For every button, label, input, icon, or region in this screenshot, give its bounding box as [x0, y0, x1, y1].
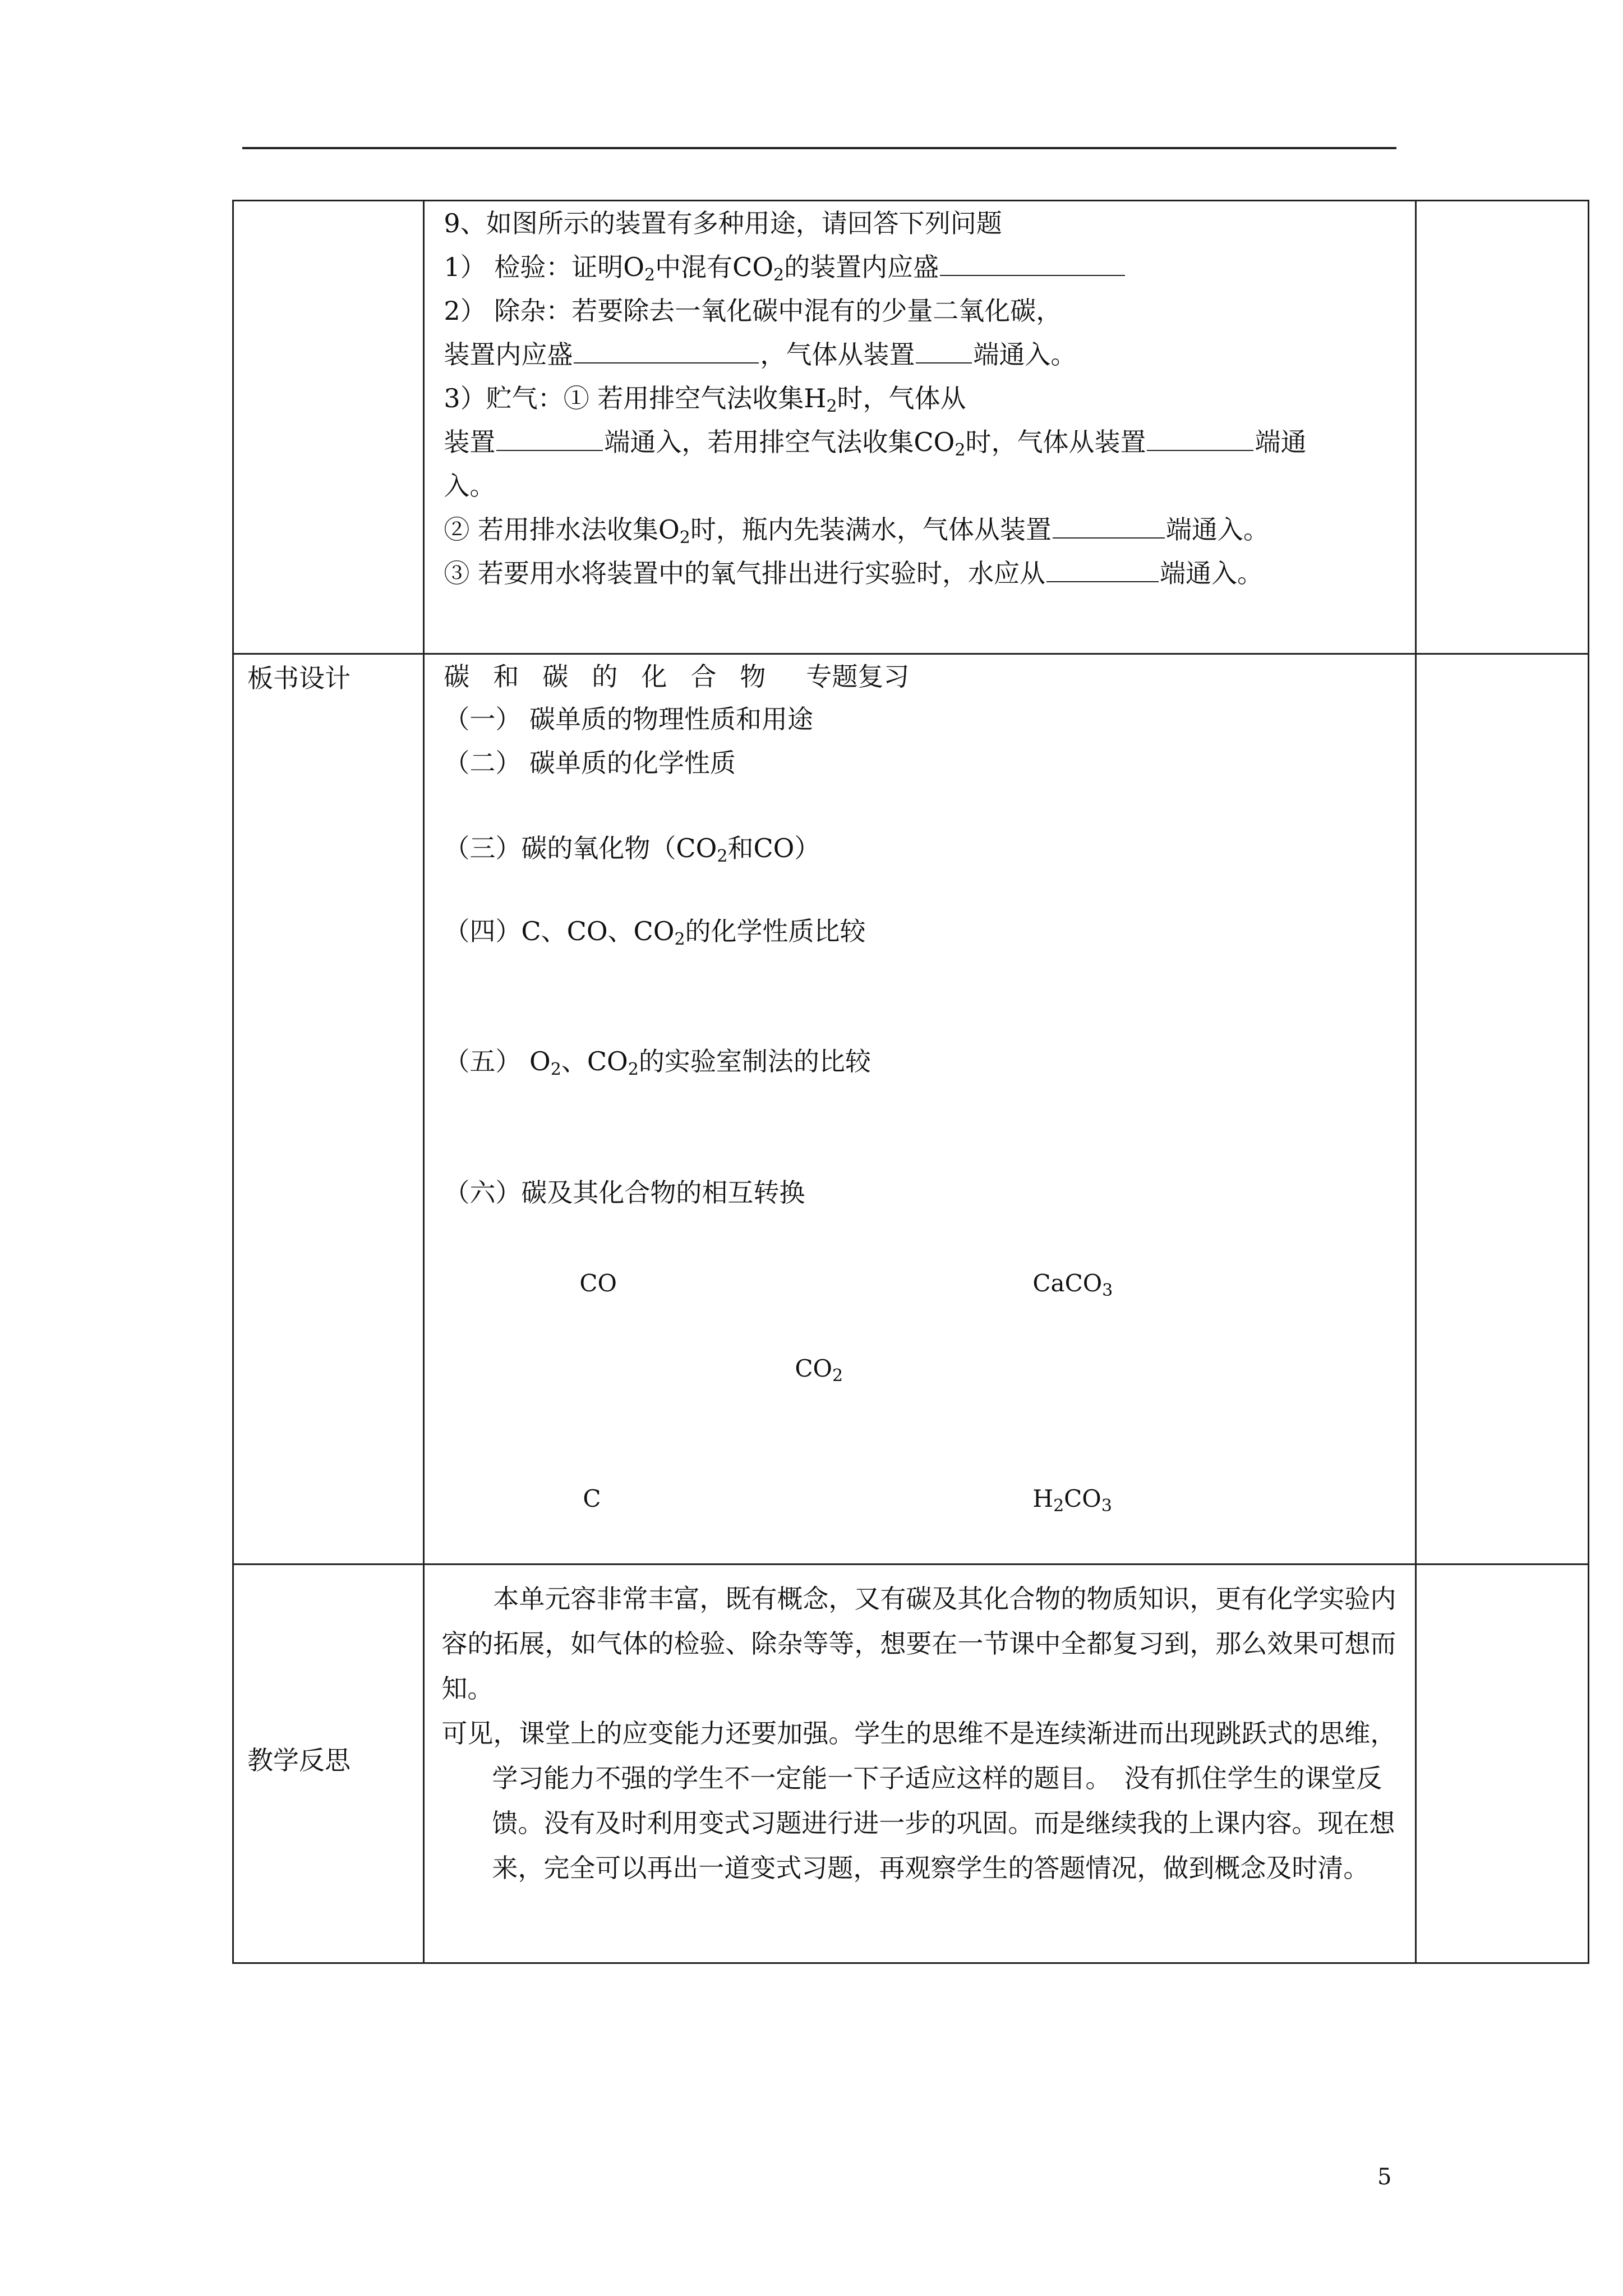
reflection-label-cell	[233, 1565, 424, 1963]
sub-2: 2	[717, 846, 728, 866]
sub-2: 2	[628, 1060, 639, 1079]
sub-2: 2	[1053, 1496, 1064, 1516]
sub-2: 2	[674, 930, 685, 949]
s3-b: 和CO）	[727, 833, 820, 863]
question9-label-cell	[233, 201, 424, 654]
reflection-paragraph-2: 可见，课堂上的应变能力还要加强。学生的思维不是连续渐进而出现跳跃式的思维，学习能力不强的学生不一定能一下子适应这样的题目。 没有抓住学生的课堂反馈。没有及时利用变式习题进行进一步的巩固。而是继续我的上课内容。现在想来，完全可以再出一道变式习题，再观察学生的答题情况，做到概念及时清。	[441, 1718, 1396, 1883]
q9-l5-c: 时，气体从装置	[965, 427, 1146, 457]
h2co3-h: H	[1032, 1485, 1054, 1512]
h2co3-rest: CO	[1064, 1485, 1101, 1512]
board-design-row	[233, 654, 1589, 1565]
s4-a: （四）C、CO、CO	[444, 916, 675, 946]
formula-h2co3	[1032, 1485, 1112, 1516]
sub-2: 2	[826, 397, 837, 416]
s5-a: （五） O	[444, 1046, 551, 1076]
answer-blank[interactable]	[916, 337, 972, 364]
sub-2: 2	[773, 265, 785, 285]
question9-line2: 2） 除杂：若要除去一氧化碳中混有的少量二氧化碳，	[444, 296, 1062, 326]
section-6: （六）碳及其化合物的相互转换	[444, 1177, 805, 1208]
header-rule	[242, 147, 1396, 149]
co2-text: CO	[795, 1355, 832, 1382]
sub-2: 2	[679, 528, 690, 547]
question9-line5	[425, 420, 1414, 464]
section-2: （二） 碳单质的化学性质	[444, 748, 736, 778]
section-5	[425, 1039, 870, 1083]
question9-title: 9、如图所示的装置有多种用途，请回答下列问题	[444, 208, 1002, 238]
q9-l3-b: ，气体从装置	[760, 339, 915, 370]
answer-blank[interactable]	[1046, 555, 1159, 582]
board-title	[425, 655, 909, 698]
board-title-topic: 专题复习	[806, 661, 910, 692]
question9-line7	[425, 508, 1414, 551]
answer-blank[interactable]	[574, 337, 759, 364]
question9-line1	[425, 245, 1414, 289]
answer-blank[interactable]	[1053, 512, 1165, 539]
caco3-text: CaCO	[1032, 1269, 1103, 1297]
sub-3: 3	[1102, 1281, 1113, 1300]
q9-l8-a: ③ 若要用水将装置中的氧气排出进行实验时，水应从	[444, 558, 1046, 588]
s5-b: 、CO	[561, 1046, 628, 1076]
answer-blank[interactable]	[940, 249, 1125, 276]
sub-3: 3	[1101, 1496, 1112, 1516]
question9-row	[233, 201, 1589, 654]
page-number: 5	[1377, 2164, 1392, 2190]
title-char: 碳	[444, 661, 470, 692]
q9-l5-a: 装置	[444, 427, 496, 457]
q9-l5-d: 端通	[1255, 427, 1307, 457]
lesson-plan-table	[232, 200, 1589, 1964]
section-1: （一） 碳单质的物理性质和用途	[444, 704, 814, 734]
formula-caco3	[1032, 1269, 1113, 1300]
title-char: 碳	[542, 661, 569, 692]
q9-l7-a: ② 若用排水法收集O	[444, 514, 680, 545]
question9-line8	[425, 551, 1414, 595]
board-content-cell	[424, 654, 1415, 1565]
question9-line3	[425, 333, 1414, 376]
q9-l3-a: 装置内应盛	[444, 339, 573, 370]
reflection-row	[233, 1565, 1589, 1963]
title-char: 化	[641, 661, 667, 692]
formula-c: C	[583, 1485, 601, 1512]
title-char: 合	[690, 661, 717, 692]
q9-l7-c: 端通入。	[1165, 514, 1269, 545]
q9-l4-a: 3）贮气：① 若用排空气法收集H	[444, 383, 827, 413]
section-3	[425, 826, 820, 870]
board-design-label: 板书设计	[247, 663, 351, 693]
q9-l3-c: 端通入。	[973, 339, 1077, 370]
question9-extra-cell	[1415, 201, 1588, 654]
q9-l8-b: 端通入。	[1160, 558, 1264, 588]
answer-blank[interactable]	[1147, 424, 1253, 451]
reflection-content-cell	[424, 1565, 1415, 1963]
question9-line6: 入。	[444, 471, 496, 501]
s4-b: 的化学性质比较	[685, 916, 866, 946]
q9-l7-b: 时，瓶内先装满水，气体从装置	[690, 514, 1052, 545]
section-4	[425, 909, 865, 953]
title-char: 的	[592, 661, 618, 692]
question9-content-cell	[424, 201, 1415, 654]
q9-l4-b: 时，气体从	[837, 383, 966, 413]
title-char: 和	[493, 661, 519, 692]
sub-2: 2	[644, 265, 656, 285]
q9-l5-b: 端通入，若用排空气法收集CO	[604, 427, 955, 457]
q9-l1-a: 1） 检验：证明O	[444, 252, 645, 282]
answer-blank[interactable]	[496, 424, 603, 451]
title-char: 物	[740, 661, 766, 692]
board-label-cell	[233, 654, 424, 1565]
board-extra-cell	[1415, 654, 1588, 1565]
formula-co2	[795, 1355, 843, 1386]
sub-2: 2	[550, 1060, 561, 1079]
sub-2: 2	[955, 440, 966, 460]
reflection-extra-cell	[1415, 1565, 1588, 1963]
q9-l1-b: 中混有CO	[655, 252, 774, 282]
s3-a: （三）碳的氧化物（CO	[444, 833, 717, 863]
reflection-paragraph-1: 本单元容非常丰富，既有概念，又有碳及其化合物的物质知识，更有化学实验内容的拓展，如气体的检验、除杂等等，想要在一节课中全都复习到，那么效果可想而知。	[441, 1584, 1396, 1704]
formula-co: CO	[579, 1269, 617, 1297]
question9-line4	[425, 376, 1414, 420]
q9-l1-c: 的装置内应盛	[784, 252, 939, 282]
s5-c: 的实验室制法的比较	[638, 1046, 871, 1076]
reflection-label: 教学反思	[247, 1745, 351, 1775]
sub-2: 2	[832, 1366, 843, 1386]
